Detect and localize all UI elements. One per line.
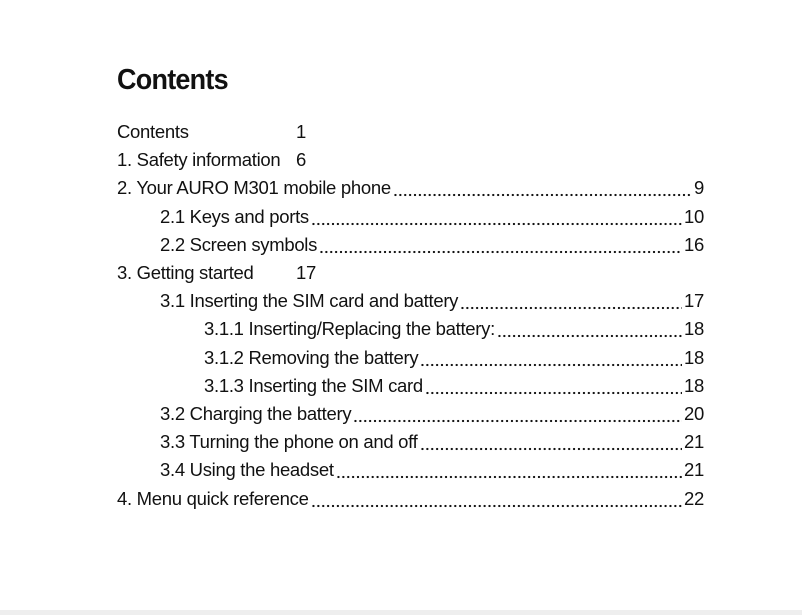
- toc-entry-label: 3. Getting started: [117, 262, 254, 284]
- toc-entry-menu-quick-reference[interactable]: [117, 484, 704, 512]
- toc-entry-label: 3.1.3 Inserting the SIM card: [204, 374, 423, 396]
- dot-leader: [420, 353, 682, 371]
- toc-entry-charging-battery[interactable]: [117, 400, 704, 428]
- toc-entry-label: 3.1 Inserting the SIM card and battery: [160, 290, 459, 312]
- dot-leader: [425, 381, 682, 399]
- toc-entry-page: 6: [296, 149, 306, 171]
- toc-entry-page: 10: [684, 205, 704, 227]
- dot-leader: [336, 465, 682, 483]
- toc-entry-label: 2. Your AURO M301 mobile phone: [117, 177, 391, 199]
- toc-entry-replacing-battery[interactable]: [117, 315, 704, 343]
- toc-entry-getting-started[interactable]: [117, 259, 704, 287]
- toc-entry-page: 1: [296, 121, 306, 143]
- toc-entry-page: 22: [684, 487, 704, 509]
- table-of-contents: [117, 118, 704, 513]
- toc-entry-removing-battery[interactable]: [117, 344, 704, 372]
- toc-entry-label: 3.1.1 Inserting/Replacing the battery:: [204, 318, 495, 340]
- toc-entry-page: 21: [684, 459, 704, 481]
- toc-entry-label: 1. Safety information: [117, 149, 281, 171]
- toc-entry-using-headset[interactable]: [117, 456, 704, 484]
- toc-entry-page: 18: [684, 374, 704, 396]
- dot-leader: [460, 296, 682, 314]
- dot-leader: [393, 183, 692, 201]
- toc-entry-page: 9: [694, 177, 704, 199]
- toc-entry-safety-information[interactable]: [117, 146, 704, 174]
- dot-leader: [311, 494, 682, 512]
- toc-entry-page: 17: [684, 290, 704, 312]
- toc-entry-page: 16: [684, 233, 704, 255]
- toc-entry-label: 2.1 Keys and ports: [160, 205, 309, 227]
- toc-entry-turning-phone-on-off[interactable]: [117, 428, 704, 456]
- toc-entry-page: 21: [684, 431, 704, 453]
- toc-entry-page: 18: [684, 346, 704, 368]
- toc-entry-page: 20: [684, 402, 704, 424]
- page-title: Contents: [117, 64, 228, 96]
- dot-leader: [420, 437, 683, 455]
- dot-leader: [311, 212, 682, 230]
- toc-entry-page: 18: [684, 318, 704, 340]
- toc-entry-label: 3.1.2 Removing the battery: [204, 346, 419, 368]
- toc-entry-screen-symbols[interactable]: [117, 231, 704, 259]
- toc-entry-contents[interactable]: [117, 118, 704, 146]
- toc-entry-your-auro-m301[interactable]: [117, 174, 704, 202]
- toc-entry-keys-and-ports[interactable]: [117, 203, 704, 231]
- toc-entry-inserting-sim-card[interactable]: [117, 372, 704, 400]
- dot-leader: [353, 409, 682, 427]
- toc-entry-label: 3.2 Charging the battery: [160, 402, 352, 424]
- toc-entry-label: 2.2 Screen symbols: [160, 233, 318, 255]
- toc-entry-page: 17: [296, 262, 316, 284]
- toc-entry-label: Contents: [117, 121, 189, 143]
- dot-leader: [319, 240, 682, 258]
- toc-entry-inserting-sim-and-battery[interactable]: [117, 287, 704, 315]
- toc-entry-label: 3.4 Using the headset: [160, 459, 334, 481]
- page-bottom-edge: [0, 610, 802, 615]
- toc-entry-label: 3.3 Turning the phone on and off: [160, 431, 418, 453]
- toc-entry-label: 4. Menu quick reference: [117, 487, 309, 509]
- dot-leader: [497, 324, 682, 342]
